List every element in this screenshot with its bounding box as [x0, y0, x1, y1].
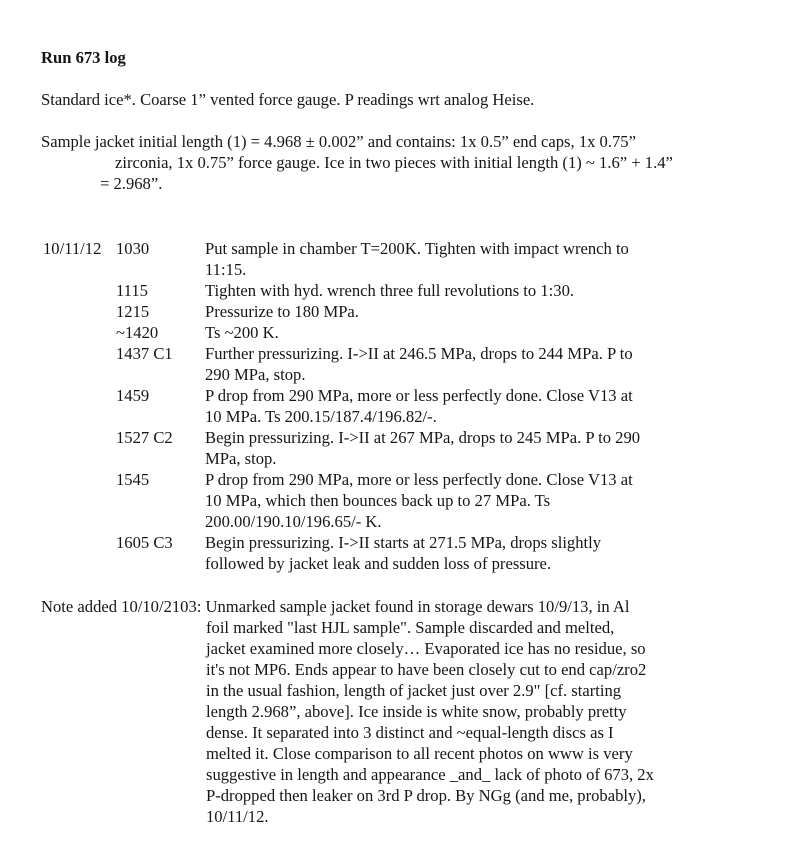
note-line: jacket examined more closely… Evaporated ice has no residue, so [206, 639, 646, 658]
log-entry-time: 1545 [116, 470, 150, 489]
log-entry-text-line: Begin pressurizing. I->II at 267 MPa, drops to 245 MPa. P to 290 [205, 428, 641, 447]
intro-line: Standard ice*. Coarse 1” vented force gauge. P readings wrt analog Heise. [41, 90, 535, 109]
sample-paragraph [41, 131, 783, 194]
log-entry-description [205, 427, 783, 469]
log-entry-time: 1115 [116, 281, 148, 300]
note-line: dense. It separated into 3 distinct and ~equal-length discs as I [206, 723, 614, 742]
note-line: Note added 10/10/2103: Unmarked sample jacket found in storage dewars 10/9/13, in Al [41, 597, 630, 616]
log-entry-time: 1030 [116, 239, 150, 258]
log-entry-text-line: Begin pressurizing. I->II starts at 271.5 MPa, drops slightly [205, 533, 602, 552]
log-entry-time: 1527 C2 [116, 428, 173, 447]
log-entry-text-line: MPa, stop. [205, 449, 277, 468]
log-entry-text-line: Further pressurizing. I->II at 246.5 MPa, drops to 244 MPa. P to [205, 344, 633, 363]
page-title: Run 673 log [41, 48, 126, 67]
log-entry [116, 322, 783, 343]
sample-paragraph-line: zirconia, 1x 0.75” force gauge. Ice in two pieces with initial length (1) ~ 1.6” + 1.4” [115, 153, 673, 172]
log-entries [116, 238, 783, 574]
note-line: foil marked "last HJL sample". Sample discarded and melted, [206, 618, 615, 637]
log-entry-description [205, 532, 783, 574]
note-section [41, 596, 783, 827]
log-entry-time: 1215 [116, 302, 150, 321]
log-entry-description [205, 322, 783, 343]
log-entry-text-line: 10 MPa, which then bounces back up to 27 MPa. Ts [205, 491, 551, 510]
sample-paragraph-line: = 2.968”. [100, 174, 163, 193]
log-entry-text-line: Ts ~200 K. [205, 323, 279, 342]
log-entry-text-line: followed by jacket leak and sudden loss of pressure. [205, 554, 552, 573]
log-date: 10/11/12 [43, 239, 102, 258]
log-entry-time: ~1420 [116, 323, 159, 342]
log-entry-description [205, 385, 783, 427]
sample-paragraph-line: Sample jacket initial length (1) = 4.968 ± 0.002” and contains: 1x 0.5” end caps, 1x 0.75” [41, 132, 636, 151]
log-entry [116, 280, 783, 301]
log-entry-description [205, 343, 783, 385]
note-line: length 2.968”, above]. Ice inside is white snow, probably pretty [206, 702, 627, 721]
log-entry-description [205, 280, 783, 301]
note-line: 10/11/12. [206, 807, 269, 826]
log-entry-text-line: 11:15. [205, 260, 247, 279]
log-entry [116, 238, 783, 280]
log-entry [116, 385, 783, 427]
log-entry [116, 469, 783, 532]
note-line: in the usual fashion, length of jacket just over 2.9" [cf. starting [206, 681, 622, 700]
log-entry-text-line: P drop from 290 MPa, more or less perfectly done. Close V13 at [205, 470, 633, 489]
log-entry-description [205, 238, 783, 280]
log-entry [116, 343, 783, 385]
log-entry-description [205, 469, 783, 532]
note-line: melted it. Close comparison to all recent photos on www is very [206, 744, 633, 763]
log-entry [116, 427, 783, 469]
log-entry-time: 1459 [116, 386, 150, 405]
note-line: suggestive in length and appearance _and_ lack of photo of 673, 2x [206, 765, 654, 784]
note-line: P-dropped then leaker on 3rd P drop. By NGg (and me, probably), [206, 786, 646, 805]
log-entry-text-line: Tighten with hyd. wrench three full revolutions to 1:30. [205, 281, 575, 300]
log-entry-time: 1605 C3 [116, 533, 173, 552]
log-entry-text-line: 200.00/190.10/196.65/- K. [205, 512, 382, 531]
log-entry-text-line: 10 MPa. Ts 200.15/187.4/196.82/-. [205, 407, 437, 426]
log-entry-text-line: 290 MPa, stop. [205, 365, 306, 384]
log-entry-text-line: Pressurize to 180 MPa. [205, 302, 359, 321]
log-entry [116, 532, 783, 574]
log-entry [116, 301, 783, 322]
log-entry-description [205, 301, 783, 322]
log-entry-text-line: Put sample in chamber T=200K. Tighten with impact wrench to [205, 239, 629, 258]
note-line: it's not MP6. Ends appear to have been closely cut to end cap/zro2 [206, 660, 647, 679]
log-entry-time: 1437 C1 [116, 344, 173, 363]
log-entry-text-line: P drop from 290 MPa, more or less perfectly done. Close V13 at [205, 386, 633, 405]
log-section [41, 238, 783, 574]
